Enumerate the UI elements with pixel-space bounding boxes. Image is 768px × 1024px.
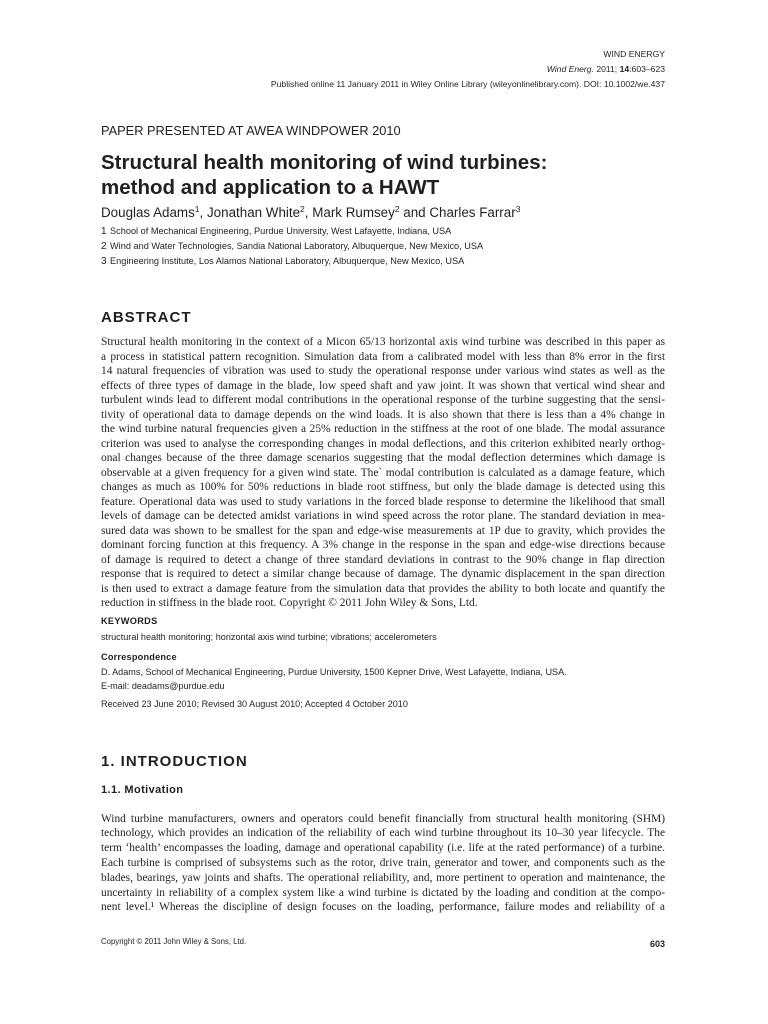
title-line: method and application to a HAWT: [101, 176, 440, 199]
abstract-line: levels of damage can be detected amidst variations in wind speed across the rotor plane. The standard deviation in mea-: [101, 510, 665, 522]
affiliation-text: Engineering Institute, Los Alamos National Laboratory, Albuquerque, New Mexico, USA: [110, 256, 465, 266]
author-list: [101, 205, 665, 221]
citation: [101, 62, 665, 77]
keywords-text: structural health monitoring; horizontal axis wind turbine; vibrations; accelerometers: [101, 632, 437, 642]
running-header: [101, 47, 665, 92]
body-line: nent level.¹ Whereas the discipline of design focuses on the loading, performance, failure modes and reliability of a: [101, 901, 665, 914]
section-heading: 1. INTRODUCTION: [101, 753, 248, 770]
abstract-line: the wind turbine natural frequencies given a 25% reduction in the stiffness at the root of one blade. The modal assurance: [101, 423, 665, 435]
body-line: term ‘health’ encompasses the loading, damage and operational capability (i.e. life at the rated performance) of a turbine.: [101, 842, 665, 855]
author-name: Charles Farrar: [429, 205, 516, 220]
abstract-line: Structural health monitoring in the context of a Micon 65/13 horizontal axis wind turbine was described in this paper as: [101, 336, 665, 348]
abstract-line: sured data was shown to be smallest for the span and edge-wise measurements at 1P due to gravity, which provides the: [101, 524, 665, 537]
abstract-line: observable at a given frequency for a given wind state. The` modal contribution is calculated as a damage feature, which: [101, 466, 665, 479]
affiliation-number: 2: [101, 241, 107, 252]
abstract-line: response that is required to detect a similar change because of damage. The dynamic displacement in the span direction: [101, 568, 665, 580]
author-affiliation-mark: 1: [194, 204, 200, 214]
abstract-line: onal changes because of the three damage scenarios suggesting that the modal deflection determines which damage is: [101, 452, 665, 464]
correspondence-heading: Correspondence: [101, 652, 177, 662]
page-number: 603: [649, 939, 665, 949]
author-name: Jonathan White: [206, 205, 301, 220]
body-line: blades, bearings, yaw joints and shafts. The operational reliability, and, more pertinent to operation and maintenance, the: [101, 871, 665, 884]
paper-type: PAPER PRESENTED AT AWEA WINDPOWER 2010: [101, 123, 401, 138]
affiliation: [101, 254, 665, 269]
abstract-line: feature. Operational data was used to study variations in the forced blade response to determine the likelihood that small: [101, 495, 665, 508]
keywords-heading: KEYWORDS: [101, 616, 158, 626]
abstract-line: criterion was used to analyse the corresponding changes in modal deflections, and this criterion exhibited nearly orthog-: [101, 437, 665, 450]
citation-year: 2011;: [596, 64, 618, 74]
abstract-line: turbulent winds lead to different modal contributions in the operational response of the turbine suggesting that the sensi-: [101, 394, 665, 406]
author-name: Mark Rumsey: [312, 205, 395, 220]
paper-title: [101, 150, 665, 200]
publication-info: Published online 11 January 2011 in Wiley Online Library (wileyonlinelibrary.com). DOI: 10.1002/we.437: [270, 79, 665, 89]
received-dates: Received 23 June 2010; Revised 30 August 2010; Accepted 4 October 2010: [101, 699, 408, 709]
title-line: Structural health monitoring of wind turbines:: [101, 151, 548, 174]
author-name: Douglas Adams: [101, 205, 195, 220]
abstract-line: reduction in stiffness in the blade root. Copyright © 2011 John Wiley & Sons, Ltd.: [101, 597, 478, 609]
journal-abbrev: Wind Energ.: [546, 64, 594, 74]
author-affiliation-mark: 2: [394, 204, 400, 214]
author-separator: ,: [199, 205, 207, 220]
abstract-line: is then used to extract a damage feature from the simulation data that provides the ability to both locate and quantify the: [101, 582, 665, 595]
footer-copyright: Copyright © 2011 John Wiley & Sons, Ltd.: [101, 937, 247, 946]
abstract-line: a process in statistical pattern recognition. Simulation data from a calibrated model with less than 8% error in the first: [101, 350, 665, 363]
citation-volume: 14: [619, 64, 630, 74]
affiliation-number: 1: [101, 226, 107, 237]
author-affiliation-mark: 3: [515, 204, 521, 214]
affiliation-text: Wind and Water Technologies, Sandia National Laboratory, Albuquerque, New Mexico, USA: [110, 241, 484, 251]
affiliation-text: School of Mechanical Engineering, Purdue University, West Lafayette, Indiana, USA: [110, 226, 452, 236]
body-line: Wind turbine manufacturers, owners and operators could benefit financially from structural health monitoring (SHM): [101, 812, 665, 825]
correspondence-address: D. Adams, School of Mechanical Engineering, Purdue University, 1500 Kepner Drive, West Lafayette, Indiana, USA.: [101, 667, 567, 677]
author-separator: ,: [304, 205, 313, 220]
body-line: uncertainty in reliability of a complex system like a wind turbine is dictated by the loading and condition at the compo-: [101, 886, 665, 899]
affiliation: [101, 239, 665, 254]
abstract-line: 14 natural frequencies of vibration was used to study the operational response under various wind states as well as the: [101, 365, 665, 377]
abstract-line: dominant forcing function at this frequency. A 3% change in the response in the span and edge-wise directions because: [101, 539, 665, 551]
abstract-line: effects of three types of damage in the blade, low speed shaft and yaw joint. It was shown that vertical wind shear and: [101, 379, 665, 392]
abstract-heading: ABSTRACT: [101, 309, 192, 326]
section-body: [101, 812, 665, 916]
affiliation: [101, 224, 665, 239]
body-line: technology, which provides an indication of the reliability of each wind turbine throughout its 10–30 year lifecycle. The: [101, 827, 665, 840]
body-line: Each turbine is comprised of subsystems such as the rotor, drive train, generator and tower, and components such as the: [101, 856, 665, 869]
affiliation-list: [101, 224, 665, 269]
correspondence-email: E-mail: deadams@purdue.edu: [101, 681, 225, 691]
citation-pages: :603–623: [629, 64, 665, 74]
author-separator: and: [399, 205, 430, 220]
journal-name: WIND ENERGY: [603, 49, 665, 59]
abstract-line: of damage is required to detect a change of three standard deviations in contrast to the 90% change in flap direction: [101, 553, 665, 566]
abstract-body: [101, 335, 665, 611]
affiliation-number: 3: [101, 256, 107, 267]
subsection-heading: 1.1. Motivation: [101, 784, 184, 796]
author-affiliation-mark: 2: [300, 204, 305, 214]
abstract-line: changes as much as 100% for 50% reductions in blade root stiffness, but only the blade damage is detected using this: [101, 481, 665, 493]
abstract-line: tivity of operational data to damage depends on the wind loads. It is also shown that there is less than a 4% change in: [101, 408, 665, 421]
